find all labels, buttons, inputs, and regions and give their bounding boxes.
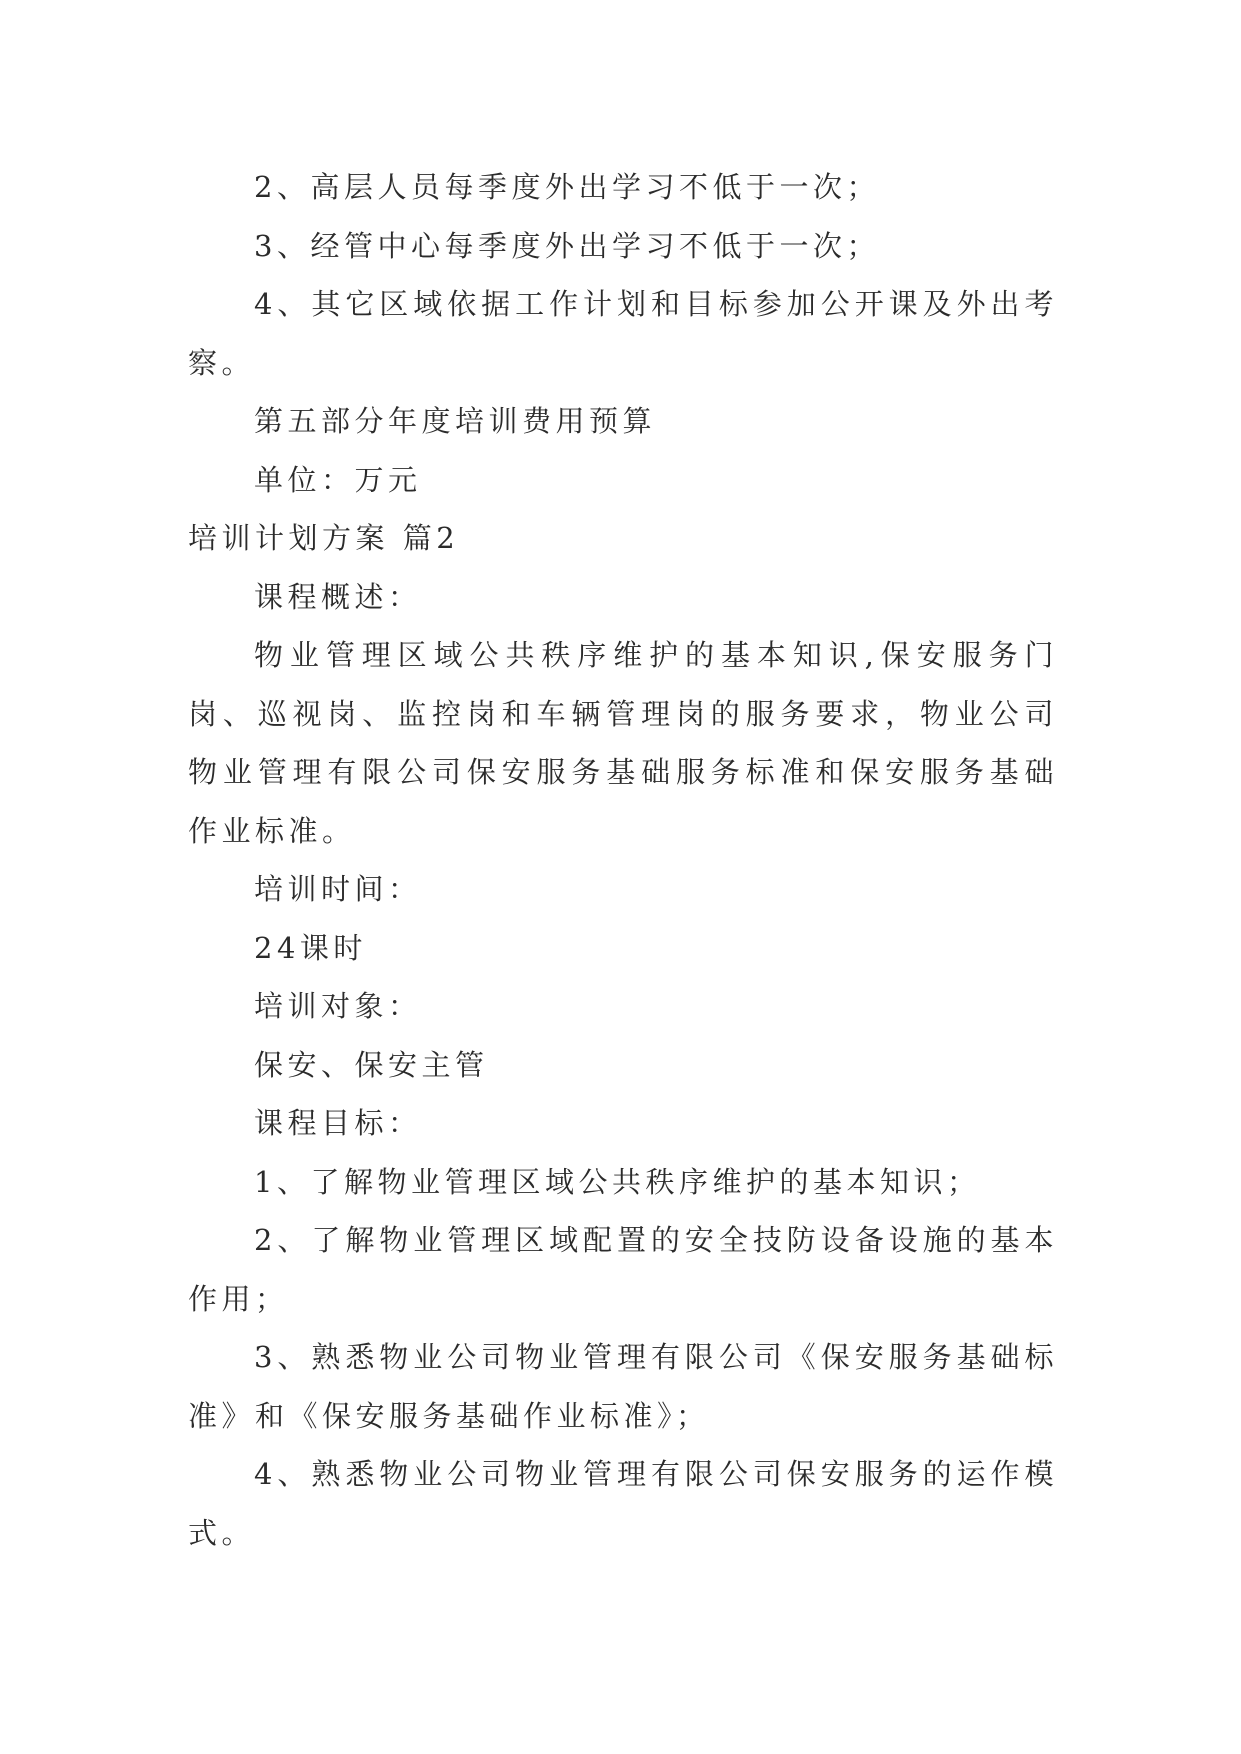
value-training-audience: 保安、保安主管: [254, 1047, 489, 1082]
goal-item-3: 3、熟悉物业公司物业管理有限公司《保安服务基础标准》和《保安服务基础作业标准》；: [188, 1340, 1058, 1433]
goal-item-4: 4、熟悉物业公司物业管理有限公司保安服务的运作模式。: [188, 1457, 1058, 1550]
paragraph-senior-staff-study: 2、高层人员每季度外出学习不低于一次；: [254, 170, 880, 204]
goal-item-1: 1、了解物业管理区域公共秩序维护的基本知识；: [254, 1164, 981, 1199]
document-title-part-2: 培训计划方案 篇2: [188, 521, 460, 555]
paragraph-management-center-study: 3、经管中心每季度外出学习不低于一次；: [254, 228, 880, 263]
paragraph-other-areas-courses: 4、其它区域依据工作计划和目标参加公开课及外出考察。: [188, 287, 1058, 380]
goal-item-2: 2、了解物业管理区域配置的安全技防设备设施的基本作用；: [188, 1223, 1058, 1316]
value-training-time: 24课时: [254, 930, 367, 965]
document-body: [188, 158, 1058, 1562]
section-heading-budget: 第五部分年度培训费用预算: [254, 404, 657, 438]
paragraph-unit: 单位：万元: [254, 462, 422, 497]
paragraph-course-overview: 物业管理区域公共秩序维护的基本知识,保安服务门岗、巡视岗、监控岗和车辆管理岗的服务要求，物业公司物业管理有限公司保安服务基础服务标准和保安服务基础作业标准。: [188, 638, 1058, 848]
label-course-goals: 课程目标：: [254, 1106, 422, 1140]
label-course-overview: 课程概述：: [254, 579, 422, 614]
label-training-time: 培训时间：: [254, 872, 422, 906]
label-training-audience: 培训对象：: [254, 989, 422, 1023]
